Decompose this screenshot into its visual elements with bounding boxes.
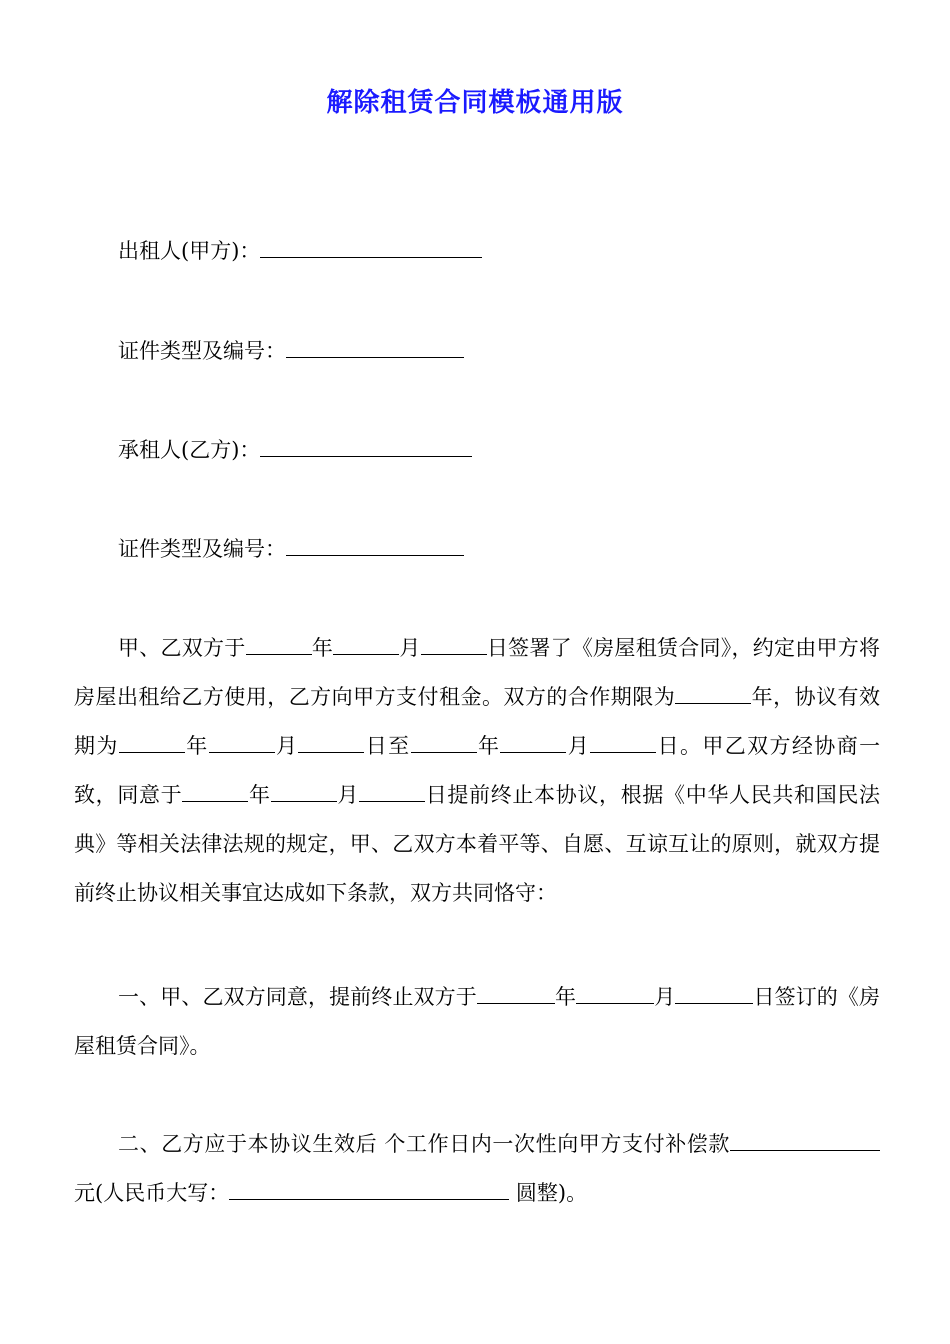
- lessor-blank[interactable]: [260, 237, 482, 258]
- text: 日至: [364, 734, 411, 758]
- text: 月: [399, 636, 421, 660]
- compensation-amount-blank[interactable]: [730, 1130, 850, 1151]
- year-blank[interactable]: [246, 634, 312, 655]
- start-month-blank[interactable]: [209, 732, 275, 753]
- text: 圆整)。: [509, 1181, 588, 1205]
- compensation-amount-blank-cont[interactable]: [850, 1130, 880, 1151]
- terminate-year-blank[interactable]: [182, 781, 248, 802]
- text: 元(人民币大写：: [74, 1181, 230, 1205]
- clause-one: [74, 973, 880, 1071]
- end-month-blank[interactable]: [500, 732, 566, 753]
- text: 甲、乙双方于: [118, 636, 246, 660]
- lessee-id-field: [118, 534, 464, 564]
- text: 年: [184, 734, 209, 758]
- text: 年，协议有效期为: [74, 685, 881, 758]
- text: 年: [311, 636, 334, 660]
- text: 二、乙方应于本协议生效后 个工作日内一次性向甲方支付补偿款: [118, 1132, 730, 1156]
- lessor-label: 出租人(甲方)：: [118, 239, 261, 263]
- term-years-blank[interactable]: [675, 683, 751, 704]
- signed-year-blank[interactable]: [477, 983, 555, 1004]
- text: 月: [566, 734, 591, 758]
- lessor-field: [118, 236, 482, 266]
- start-year-blank[interactable]: [119, 732, 185, 753]
- text: 日签订的《房屋租赁合同》。: [74, 985, 881, 1058]
- end-day-blank[interactable]: [590, 732, 656, 753]
- text: 日提前终止本协议，根据《中华人民共和国民法典》等相关法律法规的规定，甲、乙双方本着平等、自愿、互谅互让的原则，就双方提前终止协议相关事宜达成如下条款，双方共同恪守：: [74, 783, 881, 905]
- lessor-id-blank[interactable]: [286, 337, 464, 358]
- compensation-uppercase-blank[interactable]: [229, 1179, 509, 1200]
- lessee-blank[interactable]: [260, 436, 472, 457]
- lessee-field: [118, 435, 472, 465]
- text: 月: [274, 734, 299, 758]
- lessor-id-field: [118, 336, 464, 366]
- intro-paragraph: [74, 624, 880, 918]
- text: 年: [248, 783, 271, 807]
- start-day-blank[interactable]: [298, 732, 364, 753]
- text: 日。甲乙双方经协商一致，同意于: [74, 734, 881, 807]
- text: 年: [476, 734, 501, 758]
- lessee-label: 承租人(乙方)：: [118, 438, 261, 462]
- text: 年: [554, 985, 577, 1009]
- month-blank[interactable]: [333, 634, 399, 655]
- lessor-id-label: 证件类型及编号：: [118, 339, 286, 363]
- text: 月: [654, 985, 676, 1009]
- text: 日签署了《房屋租赁合同》，约定由甲方将房屋出租给乙方使用，乙方向甲方支付租金。双方的合作期限为: [74, 636, 881, 709]
- text: 月: [336, 783, 360, 807]
- page-title: 解除租赁合同模板通用版: [326, 88, 624, 118]
- signed-month-blank[interactable]: [576, 983, 654, 1004]
- clause-two: [74, 1120, 880, 1218]
- terminate-month-blank[interactable]: [271, 781, 337, 802]
- text: 一、甲、乙双方同意，提前终止双方于: [118, 985, 477, 1009]
- signed-day-blank[interactable]: [675, 983, 753, 1004]
- day-blank[interactable]: [421, 634, 487, 655]
- terminate-day-blank[interactable]: [359, 781, 425, 802]
- lessee-id-blank[interactable]: [286, 535, 464, 556]
- end-year-blank[interactable]: [411, 732, 477, 753]
- lessee-id-label: 证件类型及编号：: [118, 537, 286, 561]
